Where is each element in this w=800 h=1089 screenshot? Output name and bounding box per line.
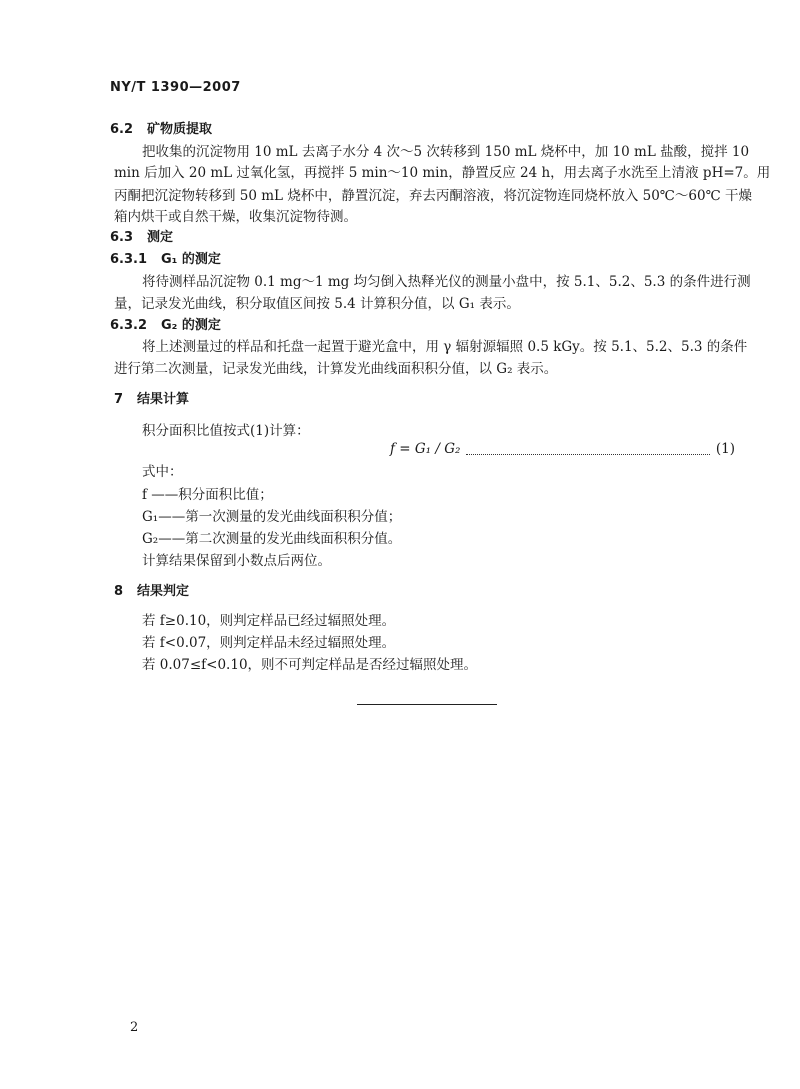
formula-number: (1) bbox=[715, 441, 735, 457]
section-number: 7 bbox=[114, 392, 124, 407]
where-label: 式中： bbox=[142, 464, 183, 480]
rounding-note: 计算结果保留到小数点后两位。 bbox=[142, 553, 331, 569]
judgement-line: 若 0.07≤f<0.10，则不可判定样品是否经过辐照处理。 bbox=[142, 657, 478, 673]
paragraph-line: 进行第二次测量，记录发光曲线，计算发光曲线面积积分值，以 G₂ 表示。 bbox=[114, 361, 558, 377]
leader-dots bbox=[466, 444, 709, 455]
section-6-3-2-heading bbox=[110, 317, 221, 335]
section-6-3-1-heading bbox=[110, 251, 221, 269]
formula-1 bbox=[390, 440, 735, 458]
section-6-2-heading bbox=[110, 121, 212, 139]
definition-f: f ——积分面积比值； bbox=[142, 487, 273, 503]
section-title: 结果判定 bbox=[137, 584, 190, 599]
section-title: G₁ 的测定 bbox=[161, 252, 221, 267]
section-number: 6.2 bbox=[110, 122, 134, 137]
section-8-heading bbox=[114, 583, 189, 601]
definition-g2: G₂——第二次测量的发光曲线面积积分值。 bbox=[142, 531, 402, 547]
formula-expression: f = G₁ / G₂ bbox=[390, 441, 461, 457]
section-number: 8 bbox=[114, 584, 124, 599]
section-title: G₂ 的测定 bbox=[161, 318, 221, 333]
section-number: 6.3.1 bbox=[110, 252, 148, 267]
judgement-line: 若 f≥0.10，则判定样品已经过辐照处理。 bbox=[142, 613, 396, 629]
paragraph-line: 量，记录发光曲线，积分取值区间按 5.4 计算积分值，以 G₁ 表示。 bbox=[114, 296, 520, 312]
paragraph-line: 丙酮把沉淀物转移到 50 mL 烧杯中，静置沉淀，弃去丙酮溶液，将沉淀物连同烧杯放入 50℃～60℃ 干燥 bbox=[114, 188, 752, 204]
formula-intro: 积分面积比值按式(1)计算： bbox=[142, 423, 310, 439]
section-6-3-heading bbox=[110, 229, 173, 247]
standard-code-header: NY/T 1390—2007 bbox=[110, 80, 241, 95]
paragraph-line: min 后加入 20 mL 过氧化氢，再搅拌 5 min～10 min，静置反应 24 h，用去离子水洗至上清液 pH=7。用 bbox=[114, 165, 771, 181]
section-number: 6.3.2 bbox=[110, 318, 148, 333]
section-number: 6.3 bbox=[110, 230, 134, 245]
section-title: 矿物质提取 bbox=[147, 122, 213, 137]
section-title: 结果计算 bbox=[137, 392, 190, 407]
section-title: 测定 bbox=[147, 230, 174, 245]
paragraph-line: 箱内烘干或自然干燥，收集沉淀物待测。 bbox=[114, 209, 357, 225]
end-of-document-rule bbox=[357, 704, 497, 705]
paragraph-line: 把收集的沉淀物用 10 mL 去离子水分 4 次～5 次转移到 150 mL 烧杯中，加 10 mL 盐酸，搅拌 10 bbox=[142, 144, 750, 160]
definition-g1: G₁——第一次测量的发光曲线面积积分值； bbox=[142, 509, 402, 525]
paragraph-line: 将上述测量过的样品和托盘一起置于避光盒中，用 γ 辐射源辐照 0.5 kGy。按 5.1、5.2、5.3 的条件 bbox=[142, 339, 748, 355]
page-number: 2 bbox=[130, 1020, 139, 1035]
judgement-line: 若 f<0.07，则判定样品未经过辐照处理。 bbox=[142, 635, 396, 651]
paragraph-line: 将待测样品沉淀物 0.1 mg～1 mg 均匀倒入热释光仪的测量小盘中，按 5.1、5.2、5.3 的条件进行测 bbox=[142, 274, 751, 290]
section-7-heading bbox=[114, 391, 189, 409]
